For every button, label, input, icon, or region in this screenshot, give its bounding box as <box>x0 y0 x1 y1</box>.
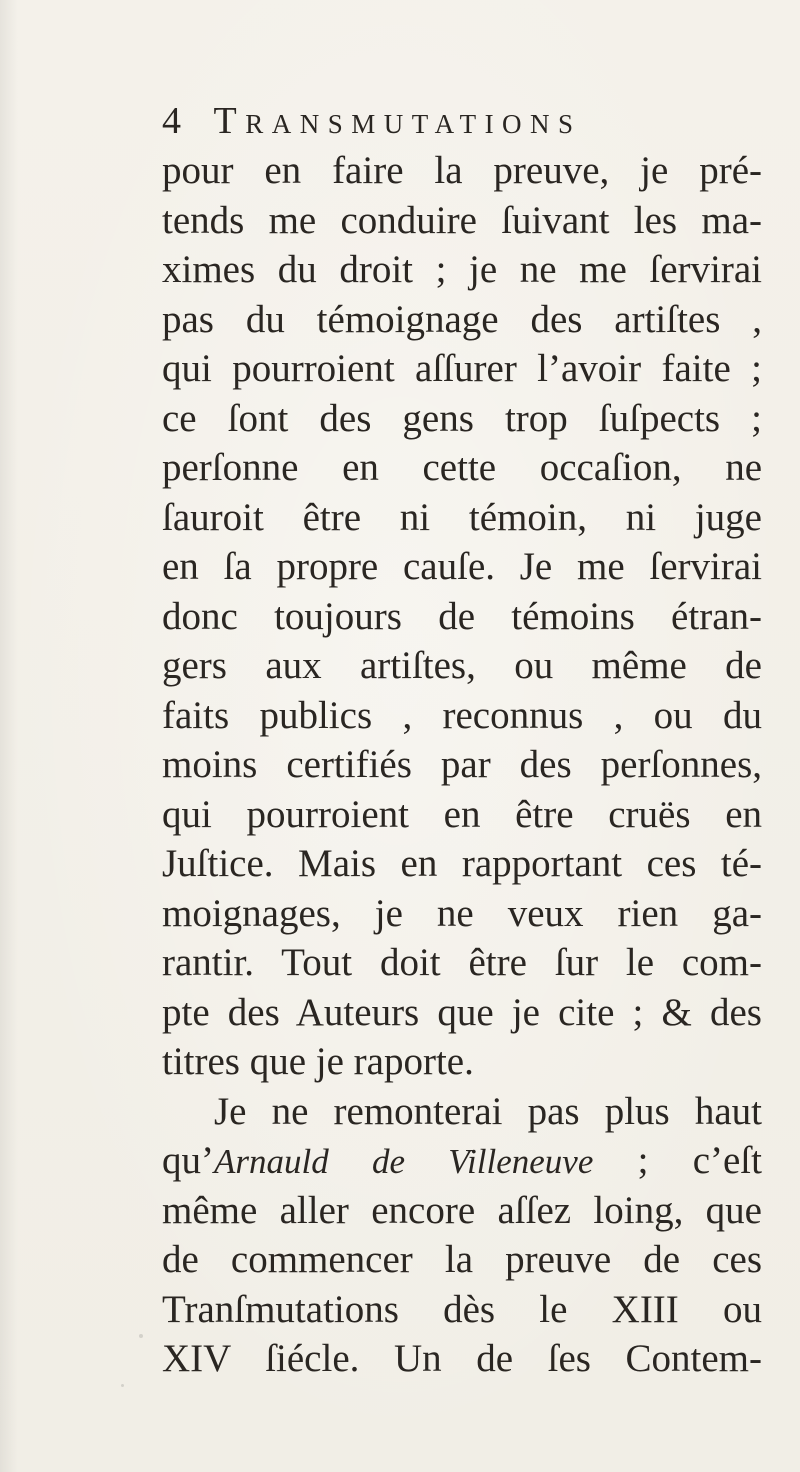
citation-author-name: Arnauld de Villeneuve <box>214 1142 594 1181</box>
text-line: faits publics , reconnus , ou du <box>162 693 762 737</box>
text-line: moins certifiés par des perſonnes, <box>162 743 762 786</box>
text-line: qui pourroient en être cruës en <box>162 792 762 836</box>
text-line: pour en faire la preuve, je pré- <box>162 149 762 192</box>
text-line: qui pourroient aſſurer l’avoir faite ; <box>162 347 762 390</box>
text-line: tends me conduire ſuivant les ma- <box>162 198 762 242</box>
text-line: en ſa propre cauſe. Je me ſervirai <box>162 545 762 588</box>
text-line: Tranſmutations dès le XIII ou <box>162 1287 762 1331</box>
text-line: de commencer la preuve de ces <box>162 1238 762 1281</box>
text-line: gers aux artiſtes, ou même de <box>162 644 762 687</box>
text-line: titres que je raporte. <box>162 1040 474 1083</box>
paper-speck <box>139 1334 143 1338</box>
page-header <box>162 96 702 146</box>
page-fold-shadow <box>0 0 18 1472</box>
text-line: ximes du droit ; je ne me ſervirai <box>162 248 762 291</box>
text-line: pas du témoignage des artiſtes , <box>162 297 762 341</box>
page-number: 4 <box>162 100 181 142</box>
paper-speck <box>121 1384 124 1387</box>
paragraph-two-first-line: Je ne remonterai pas plus haut <box>214 1089 762 1133</box>
running-head: Transmutations <box>213 100 582 142</box>
text-line: Juſtice. Mais en rapportant ces té- <box>162 842 762 885</box>
text-line: ce ſont des gens trop ſuſpects ; <box>162 396 762 440</box>
text-line: ſauroit être ni témoin, ni juge <box>162 495 762 539</box>
text-line: XIV ſiécle. Un de ſes Contem- <box>162 1337 762 1380</box>
text-line: même aller encore aſſez loing, que <box>162 1188 762 1232</box>
text-line: moignages, je ne veux rien ga- <box>162 891 762 935</box>
text-line: perſonne en cette occaſion, ne <box>162 446 762 489</box>
text-line: donc toujours de témoins étran- <box>162 594 762 638</box>
citation-prefix: qu’ <box>162 1139 214 1182</box>
body-text <box>162 146 762 1384</box>
citation-suffix: ; c’eſt <box>593 1139 762 1182</box>
paragraph-two-citation-line <box>162 1136 762 1186</box>
text-line: rantir. Tout doit être ſur le com- <box>162 941 762 984</box>
text-line: pte des Auteurs que je cite ; & des <box>162 990 762 1034</box>
